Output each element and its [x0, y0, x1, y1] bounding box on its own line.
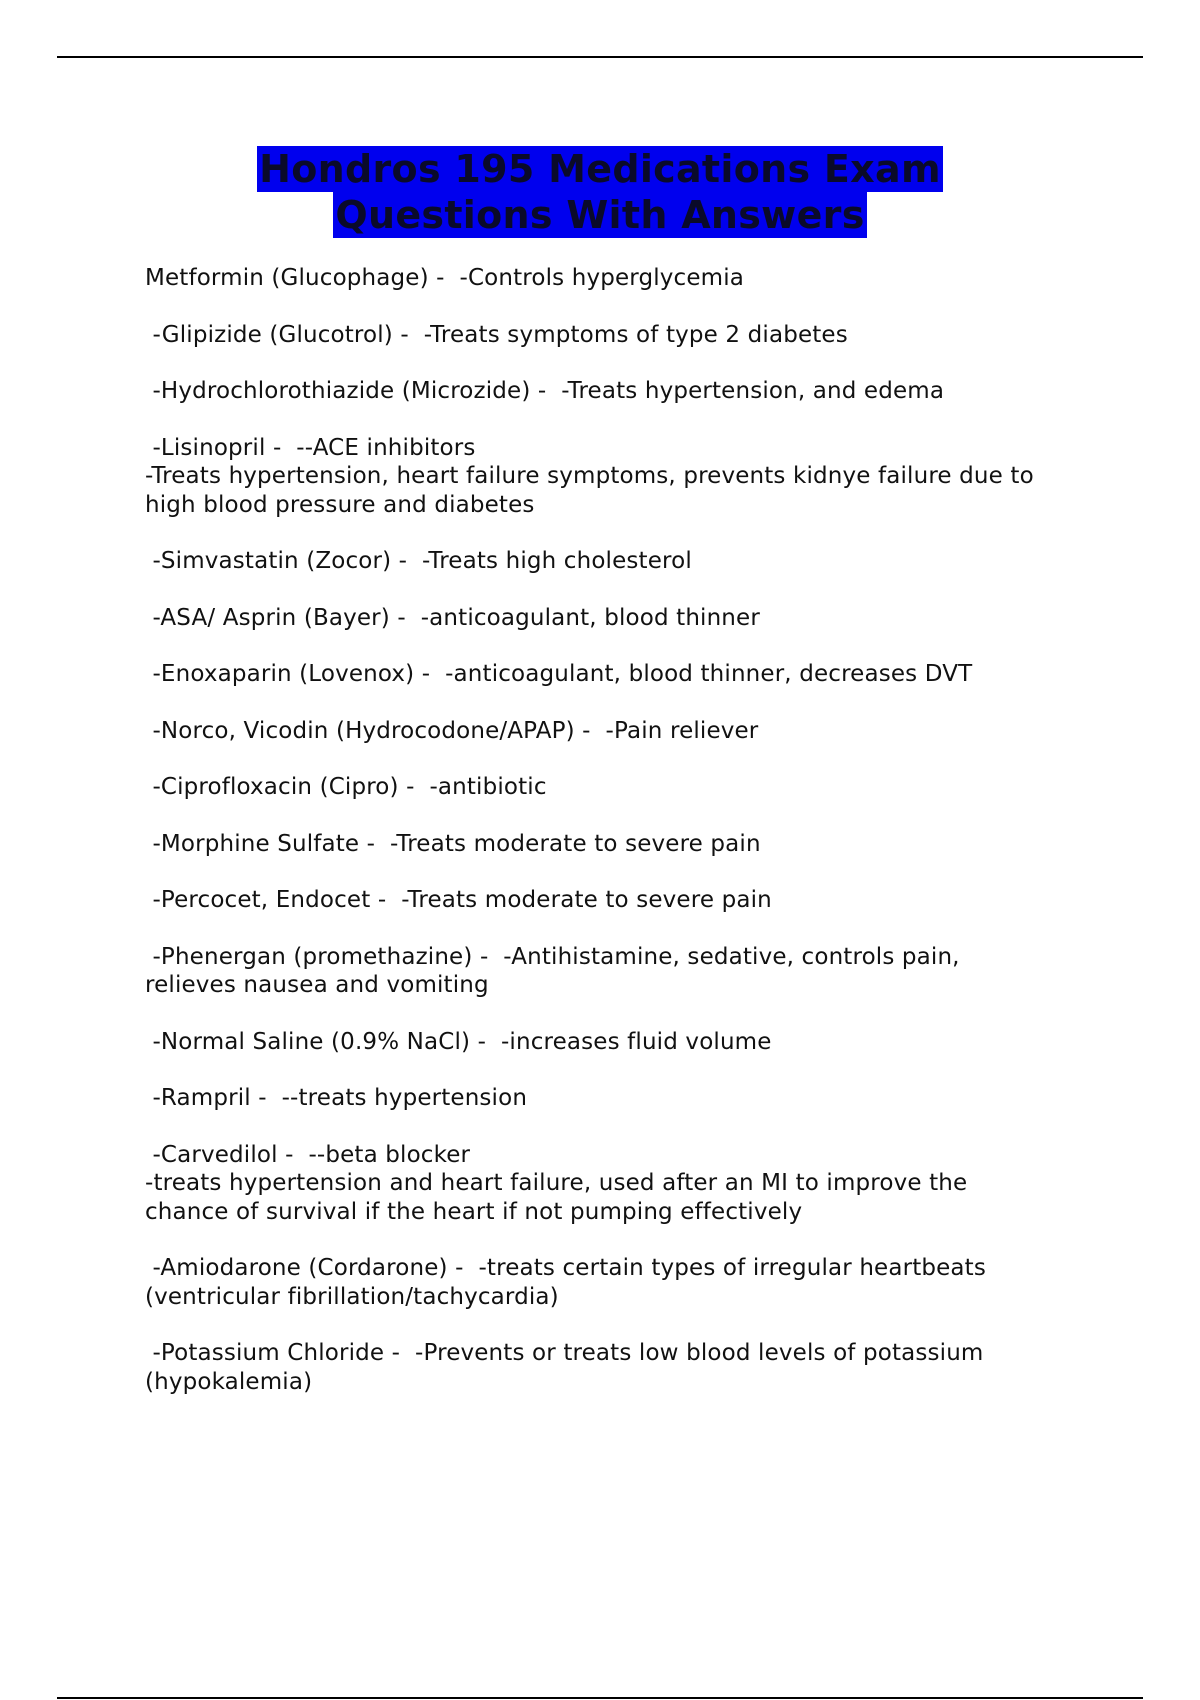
medication-entry — [145, 1084, 1085, 1113]
medication-entry-line: -Norco, Vicodin (Hydrocodone/APAP) - -Pain reliever — [145, 717, 759, 744]
medication-entry-line: (hypokalemia) — [145, 1368, 313, 1395]
medication-entry-line: -Simvastatin (Zocor) - -Treats high cholesterol — [145, 548, 692, 574]
medication-entry — [145, 604, 1085, 633]
medication-entry-line: -Treats hypertension, heart failure symptoms, prevents kidnye failure due to — [145, 463, 1034, 489]
medication-entry — [145, 1028, 1085, 1057]
medication-entry-line: -ASA/ Asprin (Bayer) - -anticoagulant, blood thinner — [145, 604, 760, 631]
medication-entry — [145, 1339, 1085, 1396]
medication-entry — [145, 1141, 1085, 1227]
medication-entry-line: -Percocet, Endocet - -Treats moderate to severe pain — [145, 887, 772, 913]
medication-entry-line: Metformin (Glucophage) - -Controls hyperglycemia — [145, 265, 744, 291]
medication-entry — [145, 886, 1085, 915]
medication-entry-line: chance of survival if the heart if not pumping effectively — [145, 1198, 803, 1225]
medication-entry-line: -Ciprofloxacin (Cipro) - -antibiotic — [145, 774, 547, 800]
medication-entry-line: (ventricular fibrillation/tachycardia) — [145, 1283, 559, 1310]
medication-entry — [145, 660, 1085, 689]
medication-entry — [145, 321, 1085, 350]
medication-entry — [145, 1254, 1085, 1311]
top-divider — [57, 56, 1143, 58]
medication-entry — [145, 547, 1085, 576]
medication-entry-line: -Morphine Sulfate - -Treats moderate to severe pain — [145, 830, 761, 857]
medication-list — [145, 264, 1085, 1424]
medication-entry-line: -Hydrochlorothiazide (Microzide) - -Treats hypertension, and edema — [145, 378, 945, 404]
medication-entry-line: relieves nausea and vomiting — [145, 972, 489, 998]
medication-entry — [145, 830, 1085, 859]
medication-entry-line: -Glipizide (Glucotrol) - -Treats symptoms of type 2 diabetes — [145, 321, 848, 348]
medication-entry — [145, 943, 1085, 1000]
medication-entry-line: -Rampril - --treats hypertension — [145, 1085, 528, 1111]
medication-entry — [145, 434, 1085, 520]
medication-entry-line: -treats hypertension and heart failure, used after an MI to improve the — [145, 1170, 968, 1196]
medication-entry-line: -Carvedilol - --beta blocker — [145, 1141, 471, 1168]
medication-entry-line: high blood pressure and diabetes — [145, 491, 535, 518]
medication-entry-line: -Amiodarone (Cordarone) - -treats certain types of irregular heartbeats — [145, 1255, 986, 1281]
medication-entry-line: -Potassium Chloride - -Prevents or treats low blood levels of potassium — [145, 1340, 984, 1366]
medication-entry-line: -Normal Saline (0.9% NaCl) - -increases fluid volume — [145, 1028, 772, 1055]
bottom-divider — [57, 1697, 1143, 1699]
medication-entry-line: -Lisinopril - --ACE inhibitors — [145, 434, 476, 461]
medication-entry-line: -Phenergan (promethazine) - -Antihistamine, sedative, controls pain, — [145, 943, 960, 970]
medication-entry — [145, 377, 1085, 406]
title-line-1: Hondros 195 Medications Exam — [259, 147, 941, 191]
medication-entry — [145, 717, 1085, 746]
title-line-2: Questions With Answers — [335, 193, 865, 237]
medication-entry — [145, 773, 1085, 802]
medication-entry-line: -Enoxaparin (Lovenox) - -anticoagulant, blood thinner, decreases DVT — [145, 661, 973, 687]
document-title — [0, 146, 1200, 238]
medication-entry — [145, 264, 1085, 293]
